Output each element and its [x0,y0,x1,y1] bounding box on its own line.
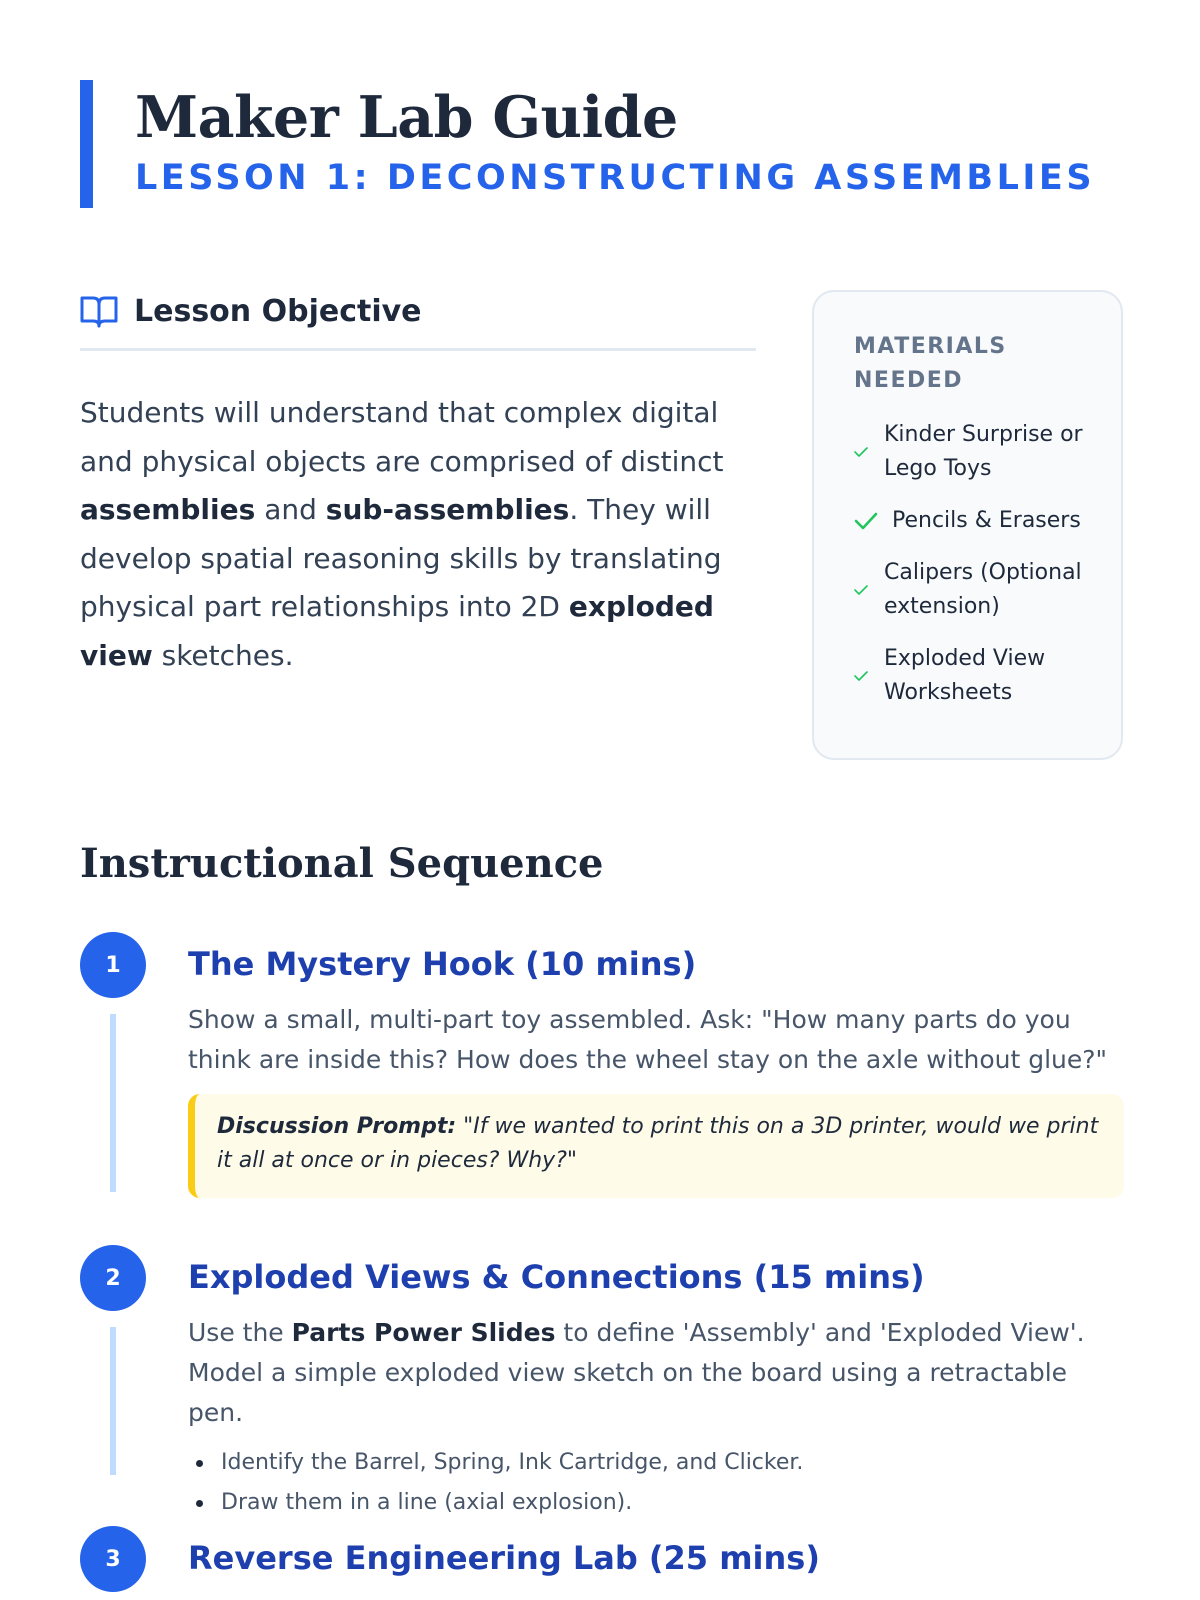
step-description [188,1313,1124,1433]
material-label: Calipers (Optional extension) [884,560,1082,619]
lesson-objective-section [80,290,756,681]
objective-text-part: sketches. [152,638,294,672]
discussion-callout [188,1094,1124,1198]
bullet-item [188,1443,1124,1483]
check-icon [854,446,884,458]
sequence-step [80,932,1124,1192]
objective-text-part: . They will develop spatial reasoning skills by translating physical part relationships into 2D [80,493,722,624]
timeline-connector [110,1014,116,1192]
bullet-dot [196,1460,203,1467]
step-title: Exploded Views & Connections (15 mins) [188,1258,925,1296]
lesson-subtitle: LESSON 1: DECONSTRUCTING ASSEMBLIES [135,158,1096,198]
bullet-text: Identify the Barrel, Spring, Ink Cartridge, and Clicker. [221,1450,804,1475]
material-item [854,556,1097,624]
term-assemblies: assemblies [80,493,256,527]
material-label: Pencils & Erasers [892,508,1081,533]
step-content [188,932,1124,1198]
bullet-item [188,1483,1124,1523]
material-item [854,642,1097,710]
step-bullet-list [188,1443,1124,1523]
step-number-badge: 3 [80,1526,146,1592]
objective-text [80,389,756,681]
term-sub-assemblies: sub-assemblies [325,493,570,527]
material-item [854,418,1097,486]
step-content [188,1526,1124,1582]
timeline-connector [110,1327,116,1475]
bullet-text: Draw them in a line (axial explosion). [221,1490,633,1515]
material-label: Kinder Surprise or Lego Toys [884,422,1083,481]
materials-card [812,290,1123,760]
step-text-part: to define 'Assembly' and 'Exploded View'. Model a simple exploded view sketch on the board using a retractable pen. [188,1318,1085,1427]
objective-text-part: and [255,493,326,527]
step-title: The Mystery Hook (10 mins) [188,945,697,983]
step-content [188,1245,1124,1523]
objective-header [80,290,756,332]
check-icon [854,670,884,682]
step-number-badge: 1 [80,932,146,998]
page-header [80,80,1120,208]
divider [80,348,756,351]
step-description: Show a small, multi-part toy assembled. Ask: "How many parts do you think are inside this? How does the wheel stay on the axle without glue?" [188,1005,1108,1074]
step-number-badge: 2 [80,1245,146,1311]
sequence-step [80,1245,1124,1515]
section-heading: Instructional Sequence [80,840,604,887]
step-title: Reverse Engineering Lab (25 mins) [188,1539,820,1577]
callout-label: Discussion Prompt: [217,1114,457,1139]
term-parts-power-slides: Parts Power Slides [291,1318,556,1347]
materials-list [854,418,1097,710]
step-text-part: Use the [188,1318,292,1347]
materials-heading: MATERIALS NEEDED [854,334,1007,393]
material-item [854,504,1097,538]
objective-heading: Lesson Objective [134,293,422,329]
check-icon [854,584,884,596]
book-open-icon [80,294,118,328]
callout-text: "If we wanted to print this on a 3D printer, would we print it all at once or in pieces? Why?" [217,1114,1099,1173]
sequence-step [80,1526,1124,1600]
bullet-dot [196,1500,203,1507]
page-title: Maker Lab Guide [135,84,678,151]
material-label: Exploded View Worksheets [884,646,1046,705]
objective-text-part: Students will understand that complex digital and physical objects are comprised of distinct [80,396,724,478]
term-exploded-view: exploded view [80,590,714,672]
check-icon [854,511,884,531]
